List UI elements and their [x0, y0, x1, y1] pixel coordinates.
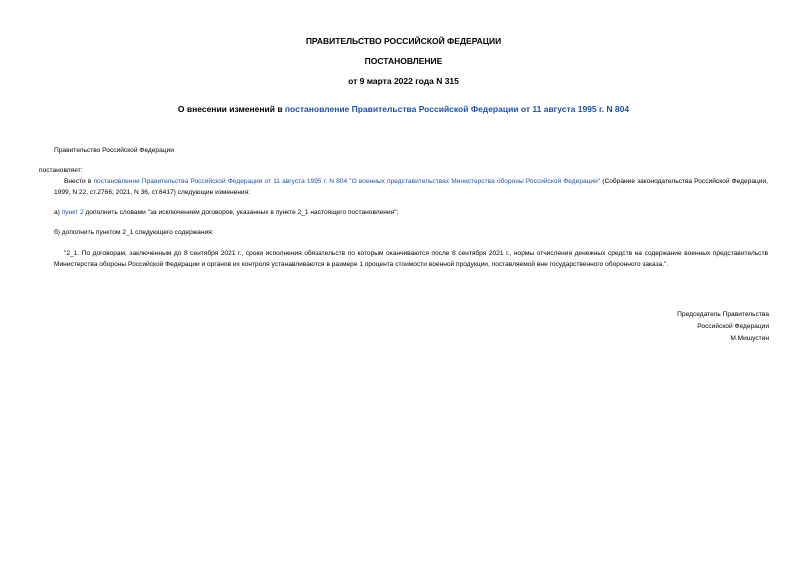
quote-text: "2_1. По договорам, заключенным до 8 сентября 2021 г., сроки исполнения обязательств по которым оканчиваются после 8 сентября 2021 г., нормы отчисления денежных средств на содержание военных представительств Министерства обороны Российской Федерации и органов их контроля устанавливаются в размере 1 процента стоимости военной продукции, поставляемой вне государственного оборонного заказа.".	[54, 250, 768, 268]
signature-position: Председатель Правительства	[677, 311, 769, 318]
title-link-resolution-804[interactable]: постановление Правительства Российской Федерации от 11 августа 1995 г. N 804	[284, 104, 630, 114]
item-a-prefix: а)	[54, 209, 62, 216]
decides-text: постановляет:	[39, 167, 83, 174]
item-a-link-point-2[interactable]: пункт 2	[61, 209, 84, 216]
item-a	[54, 207, 398, 218]
signature-name: М.Мишустин	[730, 335, 769, 342]
date-number-heading: от 9 марта 2022 года N 315	[348, 76, 459, 86]
issuer-text: Правительство Российской Федерации	[54, 147, 174, 154]
title-prefix: О внесении изменений в	[177, 104, 285, 114]
quoted-point-2-1	[54, 248, 768, 270]
document-type-heading: ПОСТАНОВЛЕНИЕ	[364, 56, 443, 66]
p1-prefix: Внести в	[64, 178, 94, 185]
item-a-suffix: дополнить словами "за исключением договоров, указанных в пункте 2_1 настоящего постановления";	[83, 209, 399, 216]
p1-link-resolution-804[interactable]: постановление Правительства Российской Федерации от 11 августа 1995 г. N 804 "О военных представительствах Министерства обороны Российской Федерации"	[93, 178, 601, 185]
document-title	[0, 104, 807, 115]
p1-suffix: (Собрание законодательства Российской Федерации, 1999, N 22, ст.2766; 2021, N 36, ст.6417) следующие изменения:	[54, 178, 768, 196]
signature-org: Российской Федерации	[697, 323, 769, 330]
item-b: б) дополнить пунктом 2_1 следующего содержания:	[54, 229, 214, 236]
paragraph-introduce-changes	[54, 176, 768, 198]
signature-block	[677, 309, 769, 345]
government-heading: ПРАВИТЕЛЬСТВО РОССИЙСКОЙ ФЕДЕРАЦИИ	[305, 36, 502, 46]
